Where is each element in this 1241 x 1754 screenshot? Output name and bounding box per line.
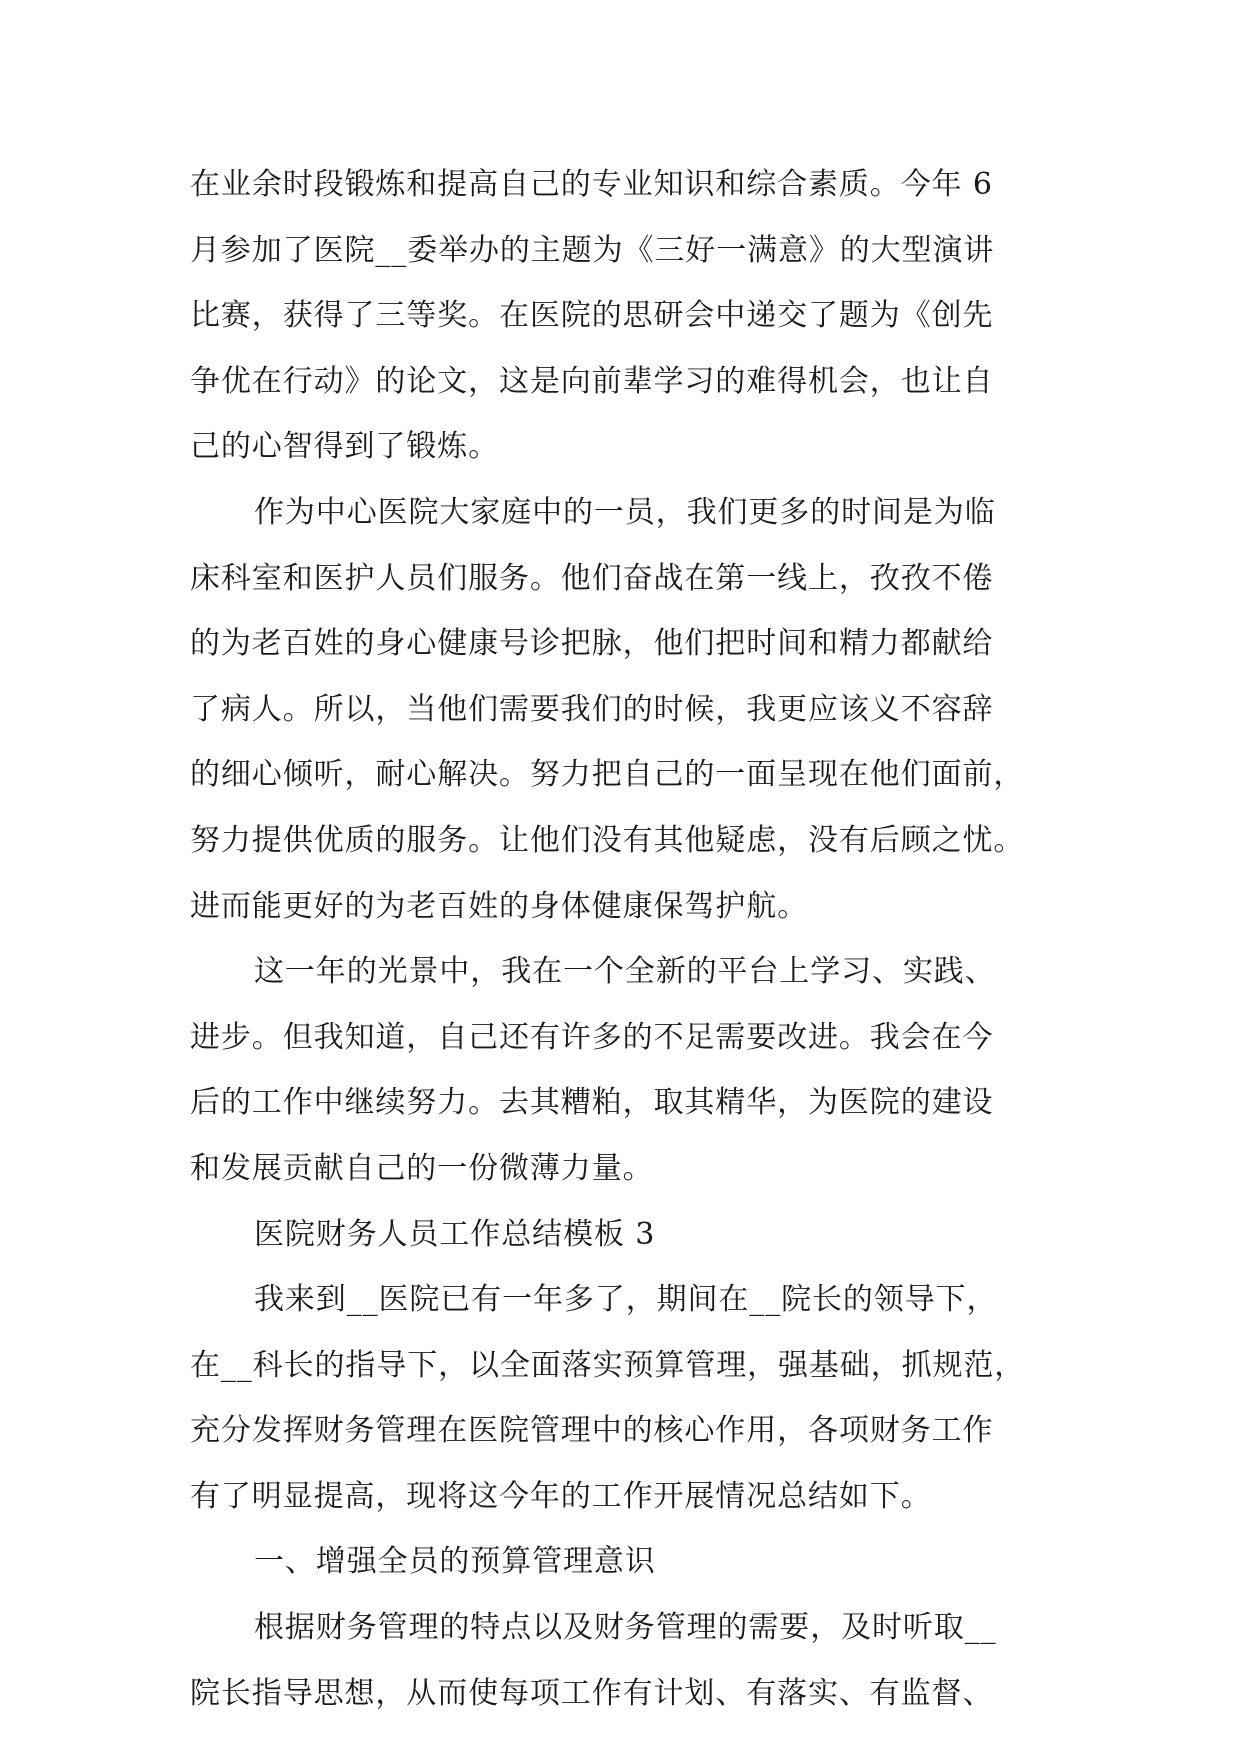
text-line: 争优在行动》的论文，这是向前辈学习的难得机会，也让自 xyxy=(190,363,994,399)
text-line: 和发展贡献自己的一份微薄力量。 xyxy=(190,1150,654,1186)
text-line: 了病人。所以，当他们需要我们的时候，我更应该义不容辞 xyxy=(190,691,994,727)
text-line: 比赛，获得了三等奖。在医院的思研会中递交了题为《创先 xyxy=(190,298,994,334)
text-line: 努力提供优质的服务。让他们没有其他疑虑，没有后顾之忧。 xyxy=(190,822,1025,858)
paragraph-first-line: 我来到__医院已有一年多了，期间在__院长的领导下， xyxy=(254,1282,998,1318)
text-line: 进而能更好的为老百姓的身体健康保驾护航。 xyxy=(190,888,808,924)
text-line: 在__科长的指导下，以全面落实预算管理，强基础，抓规范， xyxy=(190,1347,1026,1383)
text-line: 的为老百姓的身心健康号诊把脉，他们把时间和精力都献给 xyxy=(190,626,994,662)
text-line: 床科室和医护人员们服务。他们奋战在第一线上，孜孜不倦 xyxy=(190,560,994,596)
paragraph-first-line: 医院财务人员工作总结模板 3 xyxy=(254,1216,656,1252)
paragraph-first-line: 作为中心医院大家庭中的一员，我们更多的时间是为临 xyxy=(254,494,996,530)
document-body xyxy=(190,152,1052,1726)
text-line: 己的心智得到了锻炼。 xyxy=(190,429,499,465)
paragraph-first-line: 一、增强全员的预算管理意识 xyxy=(254,1544,656,1580)
paragraph-first-line: 这一年的光景中，我在一个全新的平台上学习、实践、 xyxy=(254,954,996,990)
text-line: 有了明显提高，现将这今年的工作开展情况总结如下。 xyxy=(190,1478,932,1514)
text-line: 院长指导思想，从而使每项工作有计划、有落实、有监督、 xyxy=(190,1675,994,1711)
text-line: 在业余时段锻炼和提高自己的专业知识和综合素质。今年 6 xyxy=(190,167,993,202)
text-line: 后的工作中继续努力。去其糟粕，取其精华，为医院的建设 xyxy=(190,1085,994,1121)
paragraph-first-line: 根据财务管理的特点以及财务管理的需要，及时听取__ xyxy=(254,1610,997,1646)
text-line: 充分发挥财务管理在医院管理中的核心作用，各项财务工作 xyxy=(190,1413,994,1449)
text-line: 月参加了医院__委举办的主题为《三好一满意》的大型演讲 xyxy=(190,232,995,268)
text-line: 进步。但我知道，自己还有许多的不足需要改进。我会在今 xyxy=(190,1019,994,1055)
text-line: 的细心倾听，耐心解决。努力把自己的一面呈现在他们面前， xyxy=(190,757,1025,793)
